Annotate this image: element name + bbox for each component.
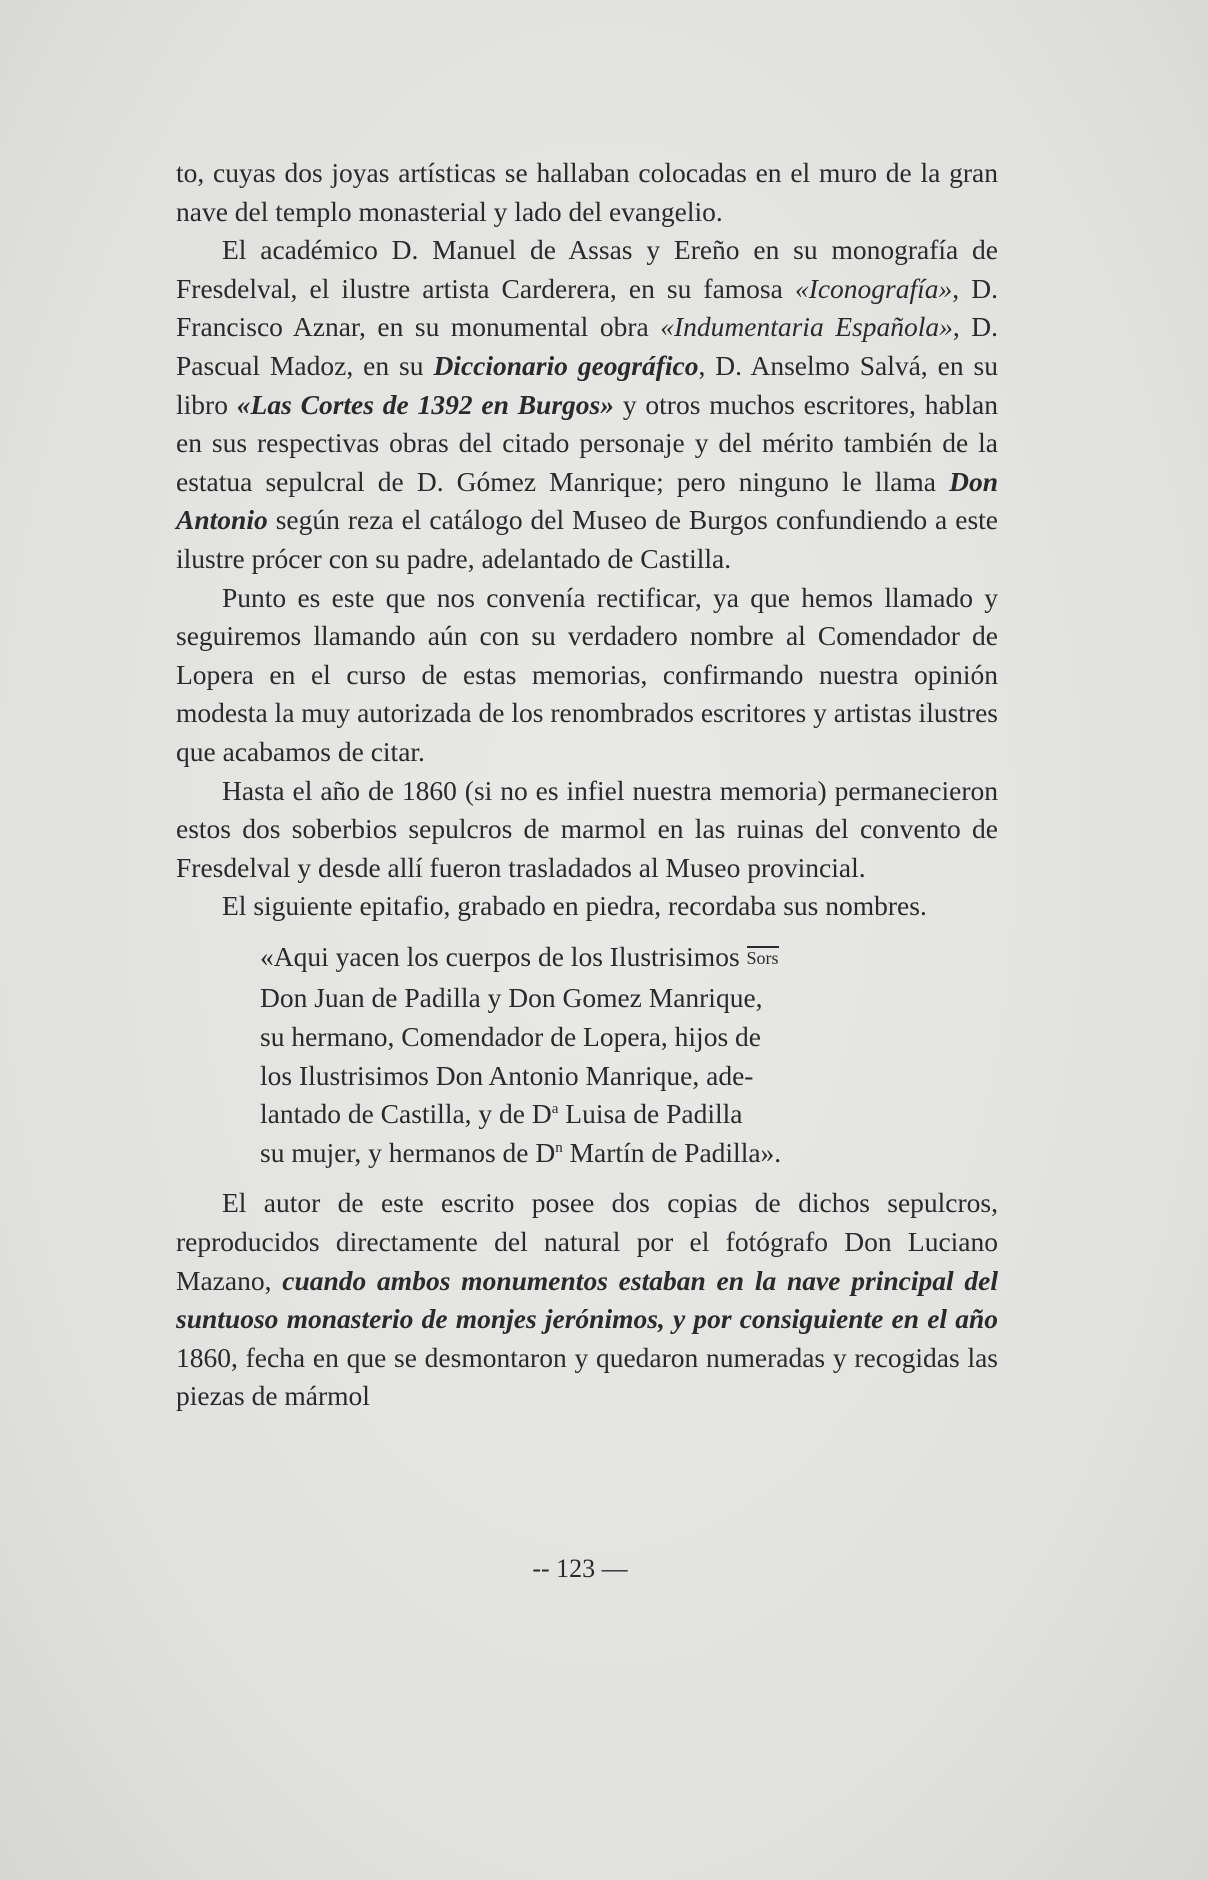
page-number: -- 123 — xyxy=(532,1554,628,1583)
body-text xyxy=(176,154,998,1416)
text-run: Punto es este que nos convenía rectificar, ya que hemos llamado y seguiremos llamando aún con su verdadero nombre al Comendador de Lopera en el curso de estas memorias, confirmando nuestra opinión modesta la muy autorizada de los renombrados escritores y artistas ilustres que acabamos de citar. xyxy=(176,581,998,767)
text-run: su mujer, y hermanos de D xyxy=(260,1136,556,1168)
text-run: El académico D. Manuel de Assas y Ereño en su monografía de Fresdelval, el ilustre artista Carderera, en su famosa xyxy=(176,234,998,304)
abbreviation: Sors xyxy=(746,947,779,968)
text-run: , D. Anselmo Salvá, en su libro xyxy=(176,349,998,420)
text-run: y otros muchos escritores, hablan en sus respectivas obras del citado personaje y del mérito también de la estatua sepulcral de D. Gómez Manrique; pero ninguno le llama xyxy=(176,388,998,497)
paragraph-5 xyxy=(176,887,998,926)
text-run: «Aqui yacen los cuerpos de los Ilustrisimos xyxy=(260,940,747,972)
superscript: n xyxy=(555,1139,563,1156)
title-indumentaria: «Indumentaria Española» xyxy=(660,311,953,343)
epitaph-line xyxy=(260,1134,916,1173)
epitaph-quote xyxy=(260,938,916,1173)
epitaph-line: Don Juan de Padilla y Don Gomez Manrique, xyxy=(260,982,763,1014)
paragraph-4 xyxy=(176,772,998,888)
text-run: , D. Francisco Aznar, en su monumental obra xyxy=(176,272,998,343)
text-run: Luisa de Padilla xyxy=(558,1098,743,1130)
text-run: to, cuyas dos joyas artísticas se hallaban colocadas en el muro de la gran nave del templo monasterial y lado del evangelio. xyxy=(176,157,998,227)
text-run: El autor de este escrito posee dos copias de dichos sepulcros, reproducidos directamente del natural por el fotógrafo Don Luciano Mazano, xyxy=(176,1187,998,1296)
title-cortes: «Las Cortes de 1392 en Burgos» xyxy=(236,388,615,420)
epitaph-line: los Ilustrisimos Don Antonio Manrique, ade- xyxy=(260,1059,754,1091)
emphasis-run: cuando ambos monumentos estaban en la nave principal del suntuoso monasterio de monjes jerónimos, y por consiguiente en el año xyxy=(176,1264,998,1335)
text-run: lantado de Castilla, y de D xyxy=(260,1098,552,1130)
name-don-antonio: Don Antonio xyxy=(176,465,998,536)
text-run: Martín de Padilla». xyxy=(562,1136,782,1168)
text-run: según reza el catálogo del Museo de Burgos confundiendo a este ilustre prócer con su padre, adelantado de Castilla. xyxy=(176,504,998,574)
epitaph-line xyxy=(260,1095,916,1134)
text-run: Hasta el año de 1860 (si no es infiel nuestra memoria) permanecieron estos dos soberbios sepulcros de marmol en las ruinas del convento de Fresdelval y desde allí fueron trasladados al Museo provincial. xyxy=(176,774,998,883)
epitaph-line xyxy=(260,938,916,980)
text-run: 1860, fecha en que se desmontaron y quedaron numeradas y recogidas las piezas de mármol xyxy=(176,1341,998,1412)
text-run: , D. Pascual Madoz, en su xyxy=(176,311,998,381)
paragraph-2 xyxy=(176,231,998,578)
title-diccionario: Diccionario geográfico xyxy=(433,349,699,381)
superscript: a xyxy=(551,1101,559,1118)
paragraph-6 xyxy=(176,1184,998,1416)
paragraph-3 xyxy=(176,579,998,772)
paragraph-1 xyxy=(176,154,998,231)
text-run: El siguiente epitafio, grabado en piedra, recordaba sus nombres. xyxy=(222,890,927,922)
title-iconografia: «Iconografía» xyxy=(794,272,953,304)
epitaph-line: su hermano, Comendador de Lopera, hijos de xyxy=(260,1021,761,1053)
